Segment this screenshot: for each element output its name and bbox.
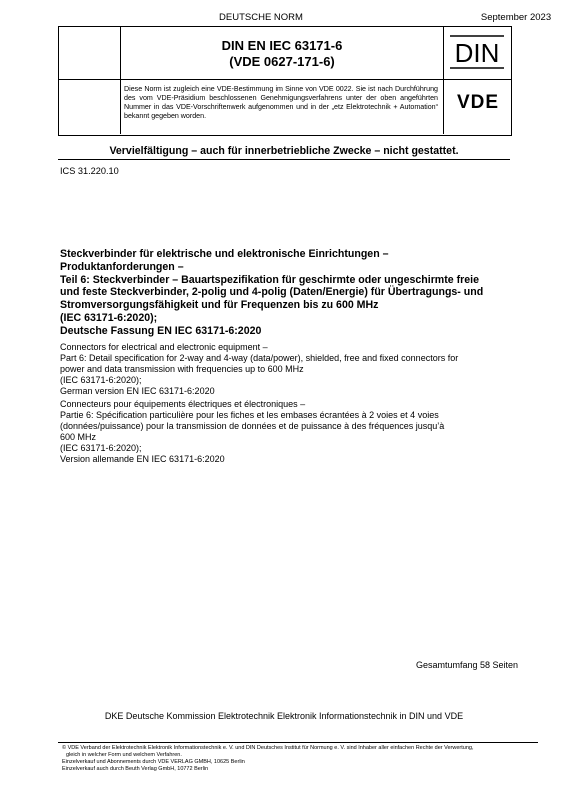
title-line: 600 MHz: [60, 432, 97, 442]
din-logo-text: DIN: [454, 38, 500, 68]
vde-regulation-note: Diese Norm ist zugleich eine VDE-Bestimmung im Sinne von VDE 0022. Sie ist nach Durchführung des vom VDE-Präsidium beschlossenen Genehmigungsverfahrens unter der oben angeführten Nummer in das VDE-Vorschriftenwerk aufgenommen und in der „etz Elektrotechnik + Automation“ bekannt gegeben worden.: [124, 85, 438, 120]
title-line: (données/puissance) pour la transmission de données et de puissance à des fréquences jusqu’à: [60, 421, 445, 431]
document-type-label: DEUTSCHE NORM: [219, 12, 303, 23]
title-line: Steckverbinder für elektrische und elektronische Einrichtungen –: [60, 248, 389, 260]
din-logo-icon: [446, 32, 508, 72]
vde-classification: (VDE 0627-171-6): [229, 54, 335, 69]
vde-logo: VDE: [456, 92, 500, 113]
title-line: Stromversorgungsfähigkeit und für Frequenzen bis zu 600 MHz: [60, 299, 379, 312]
english-title: [60, 342, 520, 397]
divider: [58, 159, 510, 160]
reproduction-notice: Vervielfältigung – auch für innerbetriebliche Zwecke – nicht gestattet.: [109, 145, 459, 157]
standard-number: DIN EN IEC 63171-6: [221, 38, 343, 53]
dke-commission: DKE Deutsche Kommission Elektrotechnik Elektronik Informationstechnik in DIN und VDE: [104, 711, 464, 721]
title-line: Produktanforderungen –: [60, 260, 184, 273]
copyright-footer: [62, 745, 532, 773]
footer-line: © VDE Verband der Elektrotechnik Elektronik Informationstechnik e. V. und DIN Deutsches Institut für Normung e. V. sind Inhaber aller einfachen Rechte der Verwertung,: [62, 745, 474, 751]
title-line: Teil 6: Steckverbinder – Bauartspezifikation für geschirmte oder ungeschirmte freie: [60, 273, 479, 286]
title-line: Deutsche Fassung EN IEC 63171-6:2020: [60, 324, 262, 337]
title-line: Partie 6: Spécification particulière pour les fiches et les embases écrantées à 2 voies et 4 voies: [60, 410, 439, 420]
title-line: German version EN IEC 63171-6:2020: [60, 386, 215, 396]
title-line: (IEC 63171-6:2020);: [60, 375, 142, 385]
din-logo: [446, 32, 508, 72]
title-line: und feste Steckverbinder, 2-polig und 4-polig (Daten/Energie) für Übertragungs- und: [60, 286, 484, 299]
title-line: Part 6: Detail specification for 2-way and 4-way (data/power), shielded, free and fixed connectors for: [60, 353, 459, 363]
french-title: [60, 399, 520, 465]
title-line: Connectors for electrical and electronic equipment –: [60, 342, 268, 352]
publication-date: September 2023: [480, 12, 552, 23]
title-line: (IEC 63171-6:2020);: [60, 443, 142, 453]
footer-line: gleich in welcher Form und welchem Verfahren.: [66, 752, 182, 758]
title-line: power and data transmission with frequencies up to 600 MHz: [60, 364, 304, 374]
title-line: Connecteurs pour équipements électriques et électroniques –: [60, 399, 306, 409]
divider: [443, 79, 511, 80]
title-line: Version allemande EN IEC 63171-6:2020: [60, 454, 225, 464]
standard-number-block: [121, 38, 443, 70]
german-title: [60, 248, 520, 338]
title-line: (IEC 63171-6:2020);: [60, 311, 158, 324]
footer-line: Einzelverkauf und Abonnements durch VDE VERLAG GMBH, 10625 Berlin: [62, 759, 245, 765]
ics-code: ICS 31.220.10: [60, 166, 119, 176]
divider: [58, 742, 538, 743]
footer-line: Einzelverkauf auch durch Beuth Verlag GmbH, 10772 Berlin: [62, 766, 209, 772]
total-pages: Gesamtumfang 58 Seiten: [415, 660, 518, 670]
divider: [443, 26, 444, 134]
